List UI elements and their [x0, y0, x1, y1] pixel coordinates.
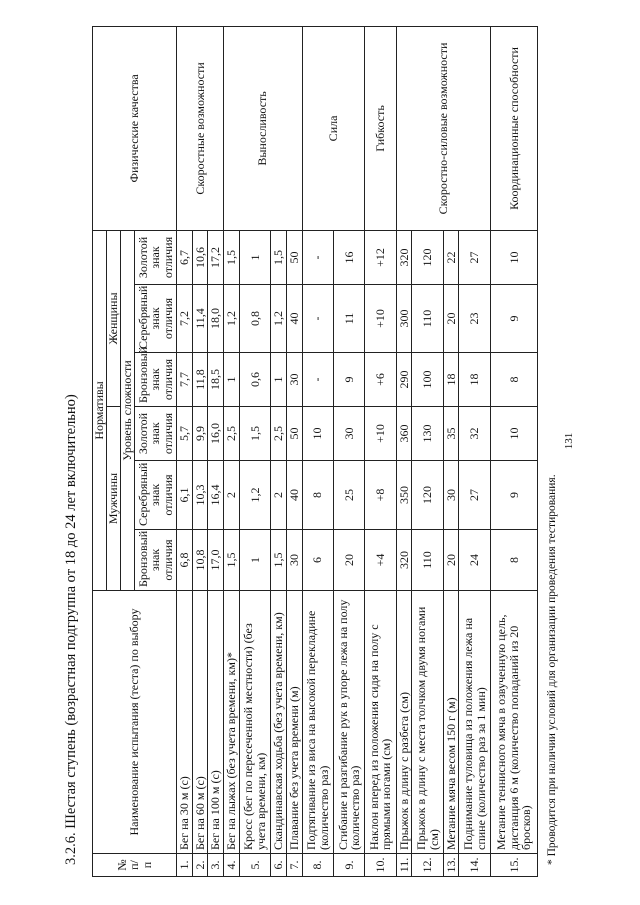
header-women-gold: Золотой знак отличия — [135, 230, 177, 284]
cell-men-bronze: +4 — [365, 530, 396, 591]
cell-women-gold: 22 — [443, 230, 459, 284]
cell-no: 3. — [208, 854, 224, 877]
cell-women-gold: 1 — [239, 230, 270, 284]
cell-men-silver: 9 — [490, 461, 537, 530]
cell-men-silver: 2 — [271, 461, 287, 530]
header-men: Мужчины — [107, 407, 121, 591]
cell-test-name: Метание мяча весом 150 г (м) — [443, 591, 459, 854]
cell-women-gold: 50 — [286, 230, 302, 284]
cell-men-silver: 120 — [412, 461, 443, 530]
cell-men-bronze: 6 — [302, 530, 333, 591]
cell-no: 9. — [333, 854, 364, 877]
cell-test-name: Бег на лыжах (без учета времени, км)* — [224, 591, 240, 854]
table-row — [302, 26, 333, 876]
cell-test-name: Прыжок в длину с места толчком двумя ногами (см) — [412, 591, 443, 854]
cell-men-gold: 1,5 — [239, 407, 270, 461]
cell-women-silver: 7,2 — [177, 285, 193, 353]
cell-men-bronze: 1,5 — [271, 530, 287, 591]
cell-no: 13. — [443, 854, 459, 877]
cell-women-gold: 16 — [333, 230, 364, 284]
cell-men-gold: 5,7 — [177, 407, 193, 461]
section-title: 3.2.6. Шестая ступень (возрастная подгруппа от 18 до 24 лет включительно) — [63, 394, 79, 865]
cell-women-bronze: 100 — [412, 353, 443, 407]
cell-no: 1. — [177, 854, 193, 877]
cell-women-silver: 40 — [286, 285, 302, 353]
cell-women-gold: 1,5 — [271, 230, 287, 284]
cell-men-bronze: 1 — [239, 530, 270, 591]
header-men-bronze: Бронзовый знак отличия — [135, 530, 177, 591]
cell-no: 4. — [224, 854, 240, 877]
cell-men-gold: 10 — [490, 407, 537, 461]
cell-quality: Координационные способности — [490, 26, 537, 230]
header-quality: Физические качества — [93, 26, 177, 230]
cell-men-silver: 1,2 — [239, 461, 270, 530]
cell-women-bronze: 9 — [333, 353, 364, 407]
cell-no: 6. — [271, 854, 287, 877]
cell-women-silver: 11 — [333, 285, 364, 353]
cell-women-silver: 9 — [490, 285, 537, 353]
cell-men-bronze: 110 — [412, 530, 443, 591]
cell-test-name: Поднимание туловища из положения лежа на спине (количество раз за 1 мин) — [459, 591, 490, 854]
cell-men-silver: 25 — [333, 461, 364, 530]
header-name: Наименование испытания (теста) по выбору — [93, 591, 177, 854]
table-row — [365, 26, 396, 876]
cell-no: 2. — [192, 854, 208, 877]
cell-test-name: Подтягивание из виса на высокой перекладине (количество раз) — [302, 591, 333, 854]
cell-men-silver: +8 — [365, 461, 396, 530]
cell-men-gold: 130 — [412, 407, 443, 461]
cell-men-gold: 2,5 — [271, 407, 287, 461]
cell-quality: Сила — [302, 26, 365, 230]
cell-no: 5. — [239, 854, 270, 877]
cell-women-silver: 0,8 — [239, 285, 270, 353]
header-norms: Нормативы — [93, 230, 107, 590]
cell-women-gold: 10,6 — [192, 230, 208, 284]
cell-men-bronze: 17,0 — [208, 530, 224, 591]
cell-women-gold: 120 — [412, 230, 443, 284]
cell-test-name: Бег на 30 м (с) — [177, 591, 193, 854]
cell-no: 7. — [286, 854, 302, 877]
header-women-silver: Серебряный знак отличия — [135, 285, 177, 353]
cell-no: 15. — [490, 854, 537, 877]
cell-quality: Скоростно-силовые возможности — [396, 26, 490, 230]
cell-men-bronze: 30 — [286, 530, 302, 591]
table-row — [177, 26, 193, 876]
cell-women-silver: - — [302, 285, 333, 353]
cell-women-silver: 1,2 — [271, 285, 287, 353]
cell-test-name: Сгибание и разгибание рук в упоре лежа на полу (количество раз) — [333, 591, 364, 854]
cell-women-silver: 300 — [396, 285, 412, 353]
cell-quality: Скоростные возможности — [177, 26, 224, 230]
cell-women-gold: 17,2 — [208, 230, 224, 284]
cell-women-gold: 10 — [490, 230, 537, 284]
cell-test-name: Бег на 100 м (с) — [208, 591, 224, 854]
cell-women-silver: 20 — [443, 285, 459, 353]
cell-men-bronze: 1,5 — [224, 530, 240, 591]
cell-no: 8. — [302, 854, 333, 877]
cell-men-silver: 40 — [286, 461, 302, 530]
cell-women-silver: 110 — [412, 285, 443, 353]
cell-women-bronze: 18 — [459, 353, 490, 407]
cell-men-silver: 30 — [443, 461, 459, 530]
cell-women-bronze: 18 — [443, 353, 459, 407]
cell-women-silver: 11,4 — [192, 285, 208, 353]
cell-women-silver: +10 — [365, 285, 396, 353]
header-level: Уровень сложности — [121, 230, 135, 590]
cell-no: 11. — [396, 854, 412, 877]
cell-women-bronze: 30 — [286, 353, 302, 407]
cell-women-bronze: +6 — [365, 353, 396, 407]
cell-men-silver: 16,4 — [208, 461, 224, 530]
header-men-silver: Серебряный знак отличия — [135, 461, 177, 530]
cell-test-name: Прыжок в длину с разбега (см) — [396, 591, 412, 854]
cell-men-gold: 2,5 — [224, 407, 240, 461]
cell-men-bronze: 6,8 — [177, 530, 193, 591]
cell-women-bronze: 1 — [224, 353, 240, 407]
header-women-bronze: Бронзовый знак отличия — [135, 353, 177, 407]
cell-women-bronze: 0,6 — [239, 353, 270, 407]
cell-men-gold: 35 — [443, 407, 459, 461]
cell-men-gold: +10 — [365, 407, 396, 461]
cell-men-gold: 9,9 — [192, 407, 208, 461]
norms-table — [92, 26, 538, 877]
cell-women-bronze: 18,5 — [208, 353, 224, 407]
cell-quality: Гибкость — [365, 26, 396, 230]
cell-women-bronze: 290 — [396, 353, 412, 407]
cell-quality: Выносливость — [224, 26, 302, 230]
cell-men-gold: 30 — [333, 407, 364, 461]
cell-men-gold: 360 — [396, 407, 412, 461]
cell-no: 10. — [365, 854, 396, 877]
cell-women-silver: 23 — [459, 285, 490, 353]
table-row — [490, 26, 537, 876]
cell-men-gold: 10 — [302, 407, 333, 461]
header-men-gold: Золотой знак отличия — [135, 407, 177, 461]
cell-women-gold: 6,7 — [177, 230, 193, 284]
cell-men-silver: 10,3 — [192, 461, 208, 530]
cell-men-bronze: 20 — [443, 530, 459, 591]
cell-men-bronze: 8 — [490, 530, 537, 591]
cell-women-silver: 1,2 — [224, 285, 240, 353]
table-row — [396, 26, 412, 876]
cell-men-gold: 16,0 — [208, 407, 224, 461]
cell-women-gold: 1,5 — [224, 230, 240, 284]
cell-men-bronze: 320 — [396, 530, 412, 591]
cell-men-silver: 27 — [459, 461, 490, 530]
cell-women-bronze: - — [302, 353, 333, 407]
cell-men-bronze: 24 — [459, 530, 490, 591]
cell-women-gold: +12 — [365, 230, 396, 284]
cell-women-bronze: 11,8 — [192, 353, 208, 407]
cell-women-gold: 27 — [459, 230, 490, 284]
cell-women-bronze: 7,7 — [177, 353, 193, 407]
cell-men-silver: 350 — [396, 461, 412, 530]
cell-women-bronze: 8 — [490, 353, 537, 407]
cell-women-gold: - — [302, 230, 333, 284]
cell-men-silver: 6,1 — [177, 461, 193, 530]
page-number: 131 — [563, 432, 575, 450]
cell-no: 14. — [459, 854, 490, 877]
cell-no: 12. — [412, 854, 443, 877]
cell-men-gold: 50 — [286, 407, 302, 461]
cell-men-gold: 32 — [459, 407, 490, 461]
header-women: Женщины — [107, 230, 121, 406]
cell-test-name: Бег на 60 м (с) — [192, 591, 208, 854]
cell-test-name: Скандинавская ходьба (без учета времени, км) — [271, 591, 287, 854]
cell-test-name: Метание теннисного мяча в озвученную цель, дистанция 6 м (количество попаданий из 20 бросков) — [490, 591, 537, 854]
cell-men-silver: 8 — [302, 461, 333, 530]
table-row — [224, 26, 240, 876]
cell-women-gold: 320 — [396, 230, 412, 284]
footnote: * Проводится при наличии условий для организации проведения тестирования. — [546, 474, 558, 865]
cell-test-name: Плавание без учета времени (м) — [286, 591, 302, 854]
cell-women-bronze: 1 — [271, 353, 287, 407]
cell-test-name: Кросс (бег по пересеченной местности) (без учета времени, км) — [239, 591, 270, 854]
cell-men-bronze: 10,8 — [192, 530, 208, 591]
cell-men-silver: 2 — [224, 461, 240, 530]
cell-women-silver: 18,0 — [208, 285, 224, 353]
header-no: № п/п — [93, 854, 177, 877]
cell-test-name: Наклон вперед из положения сидя на полу с прямыми ногами (см) — [365, 591, 396, 854]
cell-men-bronze: 20 — [333, 530, 364, 591]
